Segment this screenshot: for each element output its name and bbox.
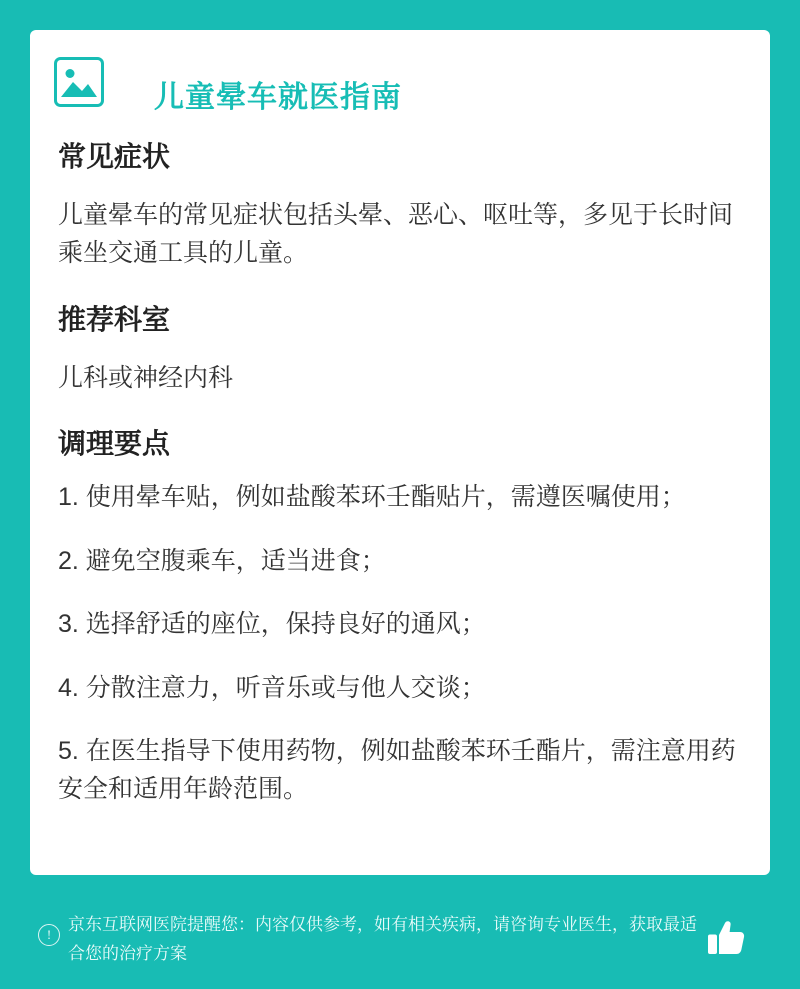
list-item: 3. 选择舒适的座位，保持良好的通风； (58, 610, 486, 639)
section-heading-department: 推荐科室 (58, 304, 171, 336)
document-image-icon (54, 57, 104, 107)
section-text-symptoms: 儿童晕车的常见症状包括头晕、恶心、呕吐等，多见于长时间乘坐交通工具的儿童。 (58, 200, 734, 268)
list-item: 4. 分散注意力，听音乐或与他人交谈； (58, 673, 486, 702)
thumbs-up-icon[interactable] (706, 918, 748, 958)
section-heading-tips: 调理要点 (58, 428, 171, 460)
list-item: 5. 在医生指导下使用药物，例如盐酸苯环壬酯片，需注意用药安全和适用年龄范围。 (58, 737, 736, 803)
page-title: 儿童晕车就医指南 (154, 81, 402, 114)
info-circle-icon: ! (38, 924, 60, 946)
list-item: 1. 使用晕车贴，例如盐酸苯环壬酯贴片，需遵医嘱使用； (58, 483, 686, 512)
disclaimer-text: 京东互联网医院提醒您：内容仅供参考，如有相关疾病，请咨询专业医生，获取最适合您的治疗方案 (68, 915, 697, 963)
guide-content (58, 140, 746, 808)
section-text-department: 儿科或神经内科 (58, 363, 234, 392)
list-item: 2. 避免空腹乘车，适当进食； (58, 546, 386, 575)
section-heading-symptoms: 常见症状 (58, 141, 171, 172)
footer-disclaimer-bar (30, 900, 770, 970)
guide-card (30, 30, 770, 875)
tips-list (58, 479, 746, 808)
